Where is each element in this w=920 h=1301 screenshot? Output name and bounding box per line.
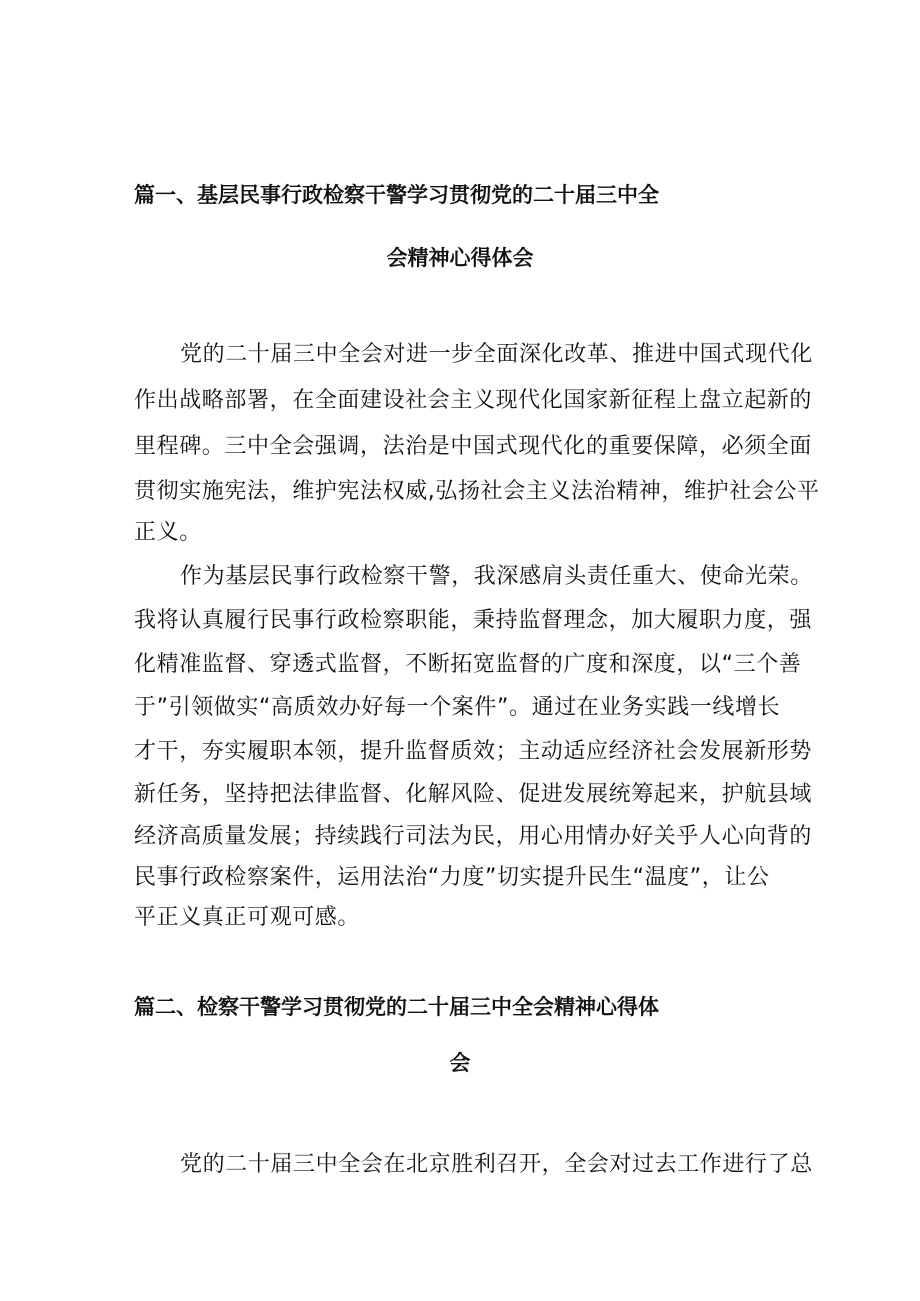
article1-p1-line1: 党的二十届三中全会对进一步全面深化改革、推进中国式现代化 [180,342,813,367]
article1-p2-line9: 平正义真正可观可感。 [134,905,361,930]
article1-title-line2: 会精神心得体会 [386,246,534,270]
article1-p1-line5: 正义。 [134,520,202,545]
article1-p2-line1: 作为基层民事行政检察干警，我深感肩头责任重大、使命光荣。 [180,564,813,589]
article2-p1-line1: 党的二十届三中全会在北京胜利召开，全会对过去工作进行了总 [180,1152,813,1177]
article2-title-line2: 会 [449,1051,471,1075]
article1-p2-line6: 新任务，坚持把法律监督、化解风险、促进发展统筹起来，护航县域 [134,782,813,807]
article1-p2-line3: 化精准监督、穿透式监督，不断拓宽监督的广度和深度，以“三个善 [134,652,802,677]
article1-p1-line3: 里程碑。三中全会强调，法治是中国式现代化的重要保障，必须全面 [134,434,813,459]
article1-p2-line7: 经济高质量发展；持续践行司法为民，用心用情办好关乎人心向背的 [134,824,813,849]
article1-title-line1: 篇一、基层民事行政检察干警学习贯彻党的二十届三中全 [134,183,659,207]
article1-p1-line4: 贯彻实施宪法，维护宪法权威,弘扬社会主义法治精神，维护社会公平 [134,479,820,504]
article2-title-line1: 篇二、检察干警学习贯彻党的二十届三中全会精神心得体 [134,995,659,1019]
article1-p2-line4: 于”引领做实“高质效办好每一个案件”。通过在业务实践一线增长 [134,695,781,720]
article1-p2-line8: 民事行政检察案件，运用法治“力度”切实提升民生“温度”，让公 [134,865,770,890]
article1-p1-line2: 作出战略部署，在全面建设社会主义现代化国家新征程上盘立起新的 [134,388,813,413]
article1-p2-line2: 我将认真履行民事行政检察职能，秉持监督理念，加大履职力度，强 [134,608,813,633]
article1-p2-line5: 才干，夯实履职本领，提升监督质效；主动适应经济社会发展新形势 [134,739,813,764]
